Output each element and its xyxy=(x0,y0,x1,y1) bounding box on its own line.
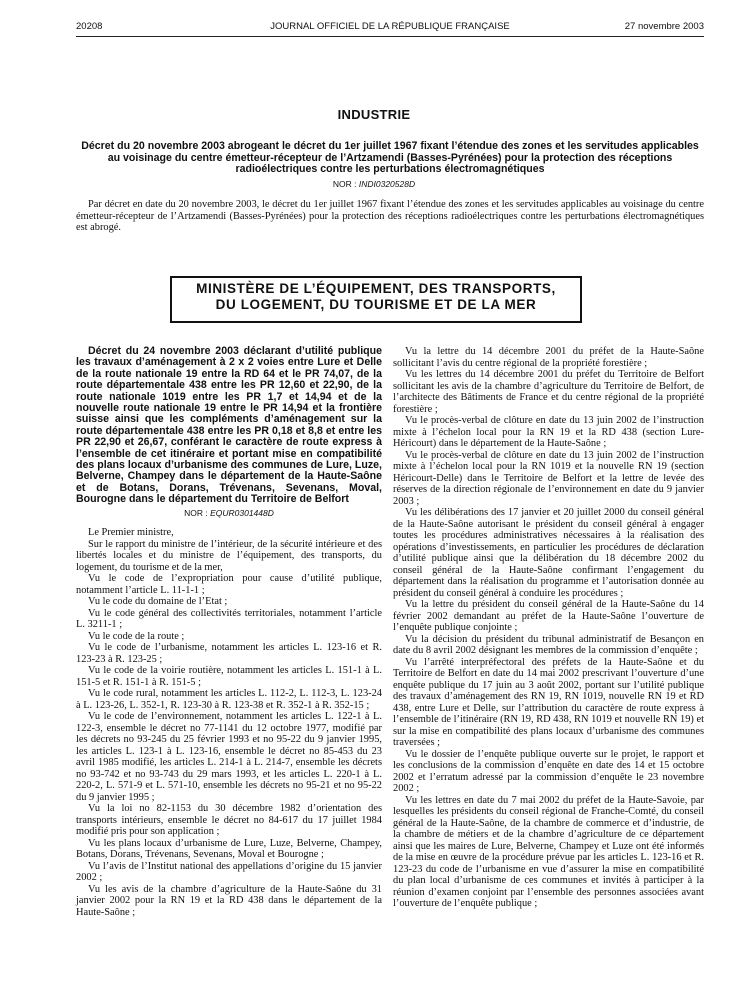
left-column xyxy=(76,346,382,918)
paragraph: Vu le code du domaine de l’Etat ; xyxy=(88,596,228,608)
section-title: INDUSTRIE xyxy=(337,107,411,122)
right-paragraphs xyxy=(393,346,704,910)
page-header xyxy=(76,21,704,35)
journal-title: JOURNAL OFFICIEL DE LA RÉPUBLIQUE FRANÇAISE xyxy=(270,21,510,32)
paragraph: Vu la lettre du président du conseil général de la Haute-Saône du 14 février 2002 demandant au préfet de la Haute-Saône l’ouverture de l’enquête publique conjointe ; xyxy=(393,599,704,633)
paragraph: Vu le procès-verbal de clôture en date du 13 juin 2002 de l’instruction mixte à l’échelon local pour la RN 19 et la RD 438 (section Lure-Héricourt) dans le département de la Haute-Saône ; xyxy=(393,415,704,449)
decree1-body: Par décret en date du 20 novembre 2003, le décret du 1er juillet 1967 fixant l’étendue des zones et les servitudes applicables au voisinage du centre émetteur-récepteur de l’Artzamendi (Basses-Pyrénées) pour la protection des réceptions radioélectriques contre les perturbations électromagnétiques est abrogé. xyxy=(76,199,704,234)
decree2-nor-code: EQUR0301448D xyxy=(210,507,274,518)
decree2-nor xyxy=(76,508,382,520)
decree1-title: Décret du 20 novembre 2003 abrogeant le décret du 1er juillet 1967 fixant l’étendue des zones et les servitudes applicables au voisinage du centre émetteur-récepteur de l’Artzamendi (Basses-Pyrénées) pour la protection des réceptions radioélectriques contre les perturbations électromagnétiques xyxy=(81,140,699,176)
paragraph: Vu la lettre du 14 décembre 2001 du préfet de la Haute-Saône sollicitant l’avis du centre régional de la propriété forestière ; xyxy=(393,346,704,369)
paragraph: Vu les avis de la chambre d’agriculture de la Haute-Saône du 31 janvier 2002 pour la RN 19 et la RD 438 dans le département de la Haute-Saône ; xyxy=(76,883,382,918)
decree1-nor xyxy=(0,179,748,189)
ministry-line-1: MINISTÈRE DE L’ÉQUIPEMENT, DES TRANSPORTS, xyxy=(196,281,556,296)
page-number: 20208 xyxy=(76,21,103,32)
paragraph: Vu le dossier de l’enquête publique ouverte sur le projet, le rapport et les conclusions de la commission d’enquête en date des 14 et 15 octobre 2002 et l’erratum adressé par la commission d’enquête le 23 novembre 2002 ; xyxy=(393,748,704,794)
paragraph: Vu l’arrêté interpréfectoral des préfets de la Haute-Saône et du Territoire de Belfort en date du 14 mai 2002 prescrivant l’ouverture d’une enquête publique du 17 juin au 3 août 2002, portant sur l’utilité publique des travaux d’aménagement des RN 19, RN 1019, nouvelle RN 19 et RD 438, entre Lure et Delle, sur l’attribution du caractère de route express à l’ensemble de l’itinéraire (RN 19, RD 438, RN 1019 et nouvelle RN 19) et sur la mise en compatibilité des plans locaux d’urbanisme des communes traversées ; xyxy=(393,656,704,748)
right-column xyxy=(393,346,704,910)
paragraph: Vu le code général des collectivités territoriales, notamment l’article L. 3211-1 ; xyxy=(76,607,382,631)
header-rule xyxy=(76,36,704,37)
ministry-box xyxy=(170,276,582,323)
paragraph: Vu le code de l’expropriation pour cause d’utilité publique, notamment l’article L. 11-1-1 ; xyxy=(76,573,382,596)
decree1-nor-code: INDI0320528D xyxy=(358,179,416,189)
paragraph: Vu le procès-verbal de clôture en date du 13 juin 2002 de l’instruction mixte à l’échelon local pour la RN 1019 et la nouvelle RN 19 (section Héricourt-Delle) dans le Territoire de Belfort et la lettre de levée des réserves de la direction régionale de l’environnement en date du 9 janvier 2003 ; xyxy=(393,449,704,507)
paragraph: Vu les lettres en date du 7 mai 2002 du préfet de la Haute-Savoie, par lesquelles les présidents du conseil régional de Franche-Comté, du conseil général de la Haute-Saône, de la chambre de commerce et d’industrie, de la chambre de métiers et de la chambre d’agriculture de ce département ainsi que les maires de Lure, Belverne, Champey et Luze ont été informés de la mise en œuvre de la procédure prévue par les articles L. 123-16 et R. 123-23 du code de l’urbanisme en vue d’assurer la mise en compatibilité du plan local d’urbanisme de ces communes et invités à participer à la réunion d’examen conjoint par l’ensemble des personnes associées avant l’ouverture de l’enquête publique ; xyxy=(393,794,704,909)
paragraph: Vu les délibérations des 17 janvier et 20 juillet 2000 du conseil général de la Haute-Saône autorisant le président du conseil général à engager toutes les procédures administratives nécessaires à la réalisation des opérations d’investissements, en particulier les procédures de déclaration d’utilité publique ainsi que la délibération du 18 décembre 2002 du conseil général de la Haute-Saône confirmant l’engagement du département dans la réalisation du programme et l’autorisation donnée au président du conseil général à conduire les procédures ; xyxy=(393,507,704,599)
paragraph: Vu l’avis de l’Institut national des appellations d’origine du 15 janvier 2002 ; xyxy=(76,860,382,884)
paragraph: Vu la loi no 82-1153 du 30 décembre 1982 d’orientation des transports intérieurs, ensemble le décret no 84-617 du 17 juillet 1984 modifié pris pour son application ; xyxy=(76,803,382,838)
paragraph: Vu le code de l’environnement, notamment les articles L. 122-1 à L. 122-3, ensemble le décret no 77-1141 du 12 octobre 1977, modifié par les décrets no 93-245 du 25 février 1993 et no 95-22 du 9 janvier 1995, les articles L. 123-1 à L. 123-16, ensemble le décret no 85-453 du 23 avril 1985 modifié, les articles L. 214-1 à L. 214-7, ensemble les décrets no 93-742 et no 93-743 du 29 mars 1993, et les articles L. 220-1 à L. 220-2, L. 571-9 et L. 571-10, ensemble les décrets no 95-21 et no 95-22 du 9 janvier 1995 ; xyxy=(76,711,382,803)
paragraph: Vu le code de l’urbanisme, notamment les articles L. 123-16 et R. 123-23 à R. 123-25 ; xyxy=(76,642,382,665)
paragraph: Sur le rapport du ministre de l’intérieur, de la sécurité intérieure et des libertés locales et du ministre de l’équipement, des transports, du logement, du tourisme et de la mer, xyxy=(76,538,382,573)
left-paragraphs xyxy=(76,527,382,918)
paragraph: Vu le code rural, notamment les articles L. 112-2, L. 112-3, L. 123-24 à L. 123-26, L. 352-1, R. 123-30 à R. 123-38 et R. 352-1 à R. 352-15 ; xyxy=(76,688,382,711)
paragraph: Vu les plans locaux d’urbanisme de Lure, Luze, Belverne, Champey, Botans, Dorans, Trévenans, Sevenans, Moval et Bourogne ; xyxy=(76,837,382,861)
decree1-nor-label: NOR : xyxy=(332,179,357,189)
paragraph: Le Premier ministre, xyxy=(88,527,174,539)
paragraph: Vu la décision du président du tribunal administratif de Besançon en date du 8 avril 2002 désignant les membres de la commission d’enquête ; xyxy=(393,633,704,656)
decree2-title: Décret du 24 novembre 2003 déclarant d’utilité publique les travaux d’aménagement à 2 x 2 voies entre Lure et Delle de la route nationale 19 entre la RD 64 et le PR 74,07, de la route départementale 438 entre les PR 12,60 et 22,90, de la route nationale 1019 entre les PR 1,7 et 14,94 et de la nouvelle route nationale 19 entre le PR 14,94 et la frontière suisse ainsi que les compléments d’aménagement sur la route départementale 438 entre les PR 0,18 et 8,8 et entre les PR 22,90 et 26,67, conférant le caractère de route express à l’ensemble de cet itinéraire et portant mise en compatibilité des plans locaux d’urbanisme des communes de Lure, Luze, Belverne, Champey dans le département de la Haute-Saône et de Botans, Dorans, Trévenans, Sevenans, Moval, Bourogne dans le département du Territoire de Belfort xyxy=(76,345,382,506)
ministry-line-2: DU LOGEMENT, DU TOURISME ET DE LA MER xyxy=(215,297,537,312)
publication-date: 27 novembre 2003 xyxy=(624,21,704,32)
decree2-nor-label: NOR : xyxy=(184,507,208,518)
paragraph: Vu le code de la route ; xyxy=(88,630,185,642)
paragraph: Vu les lettres du 14 décembre 2001 du préfet du Territoire de Belfort sollicitant les avis de la chambre d’agriculture du Territoire de Belfort, de l’architecte des Bâtiments de France et du centre régional de la propriété forestière ; xyxy=(393,369,704,415)
paragraph: Vu le code de la voirie routière, notamment les articles L. 151-1 à L. 151-5 et R. 151-1 à R. 151-5 ; xyxy=(76,665,382,688)
